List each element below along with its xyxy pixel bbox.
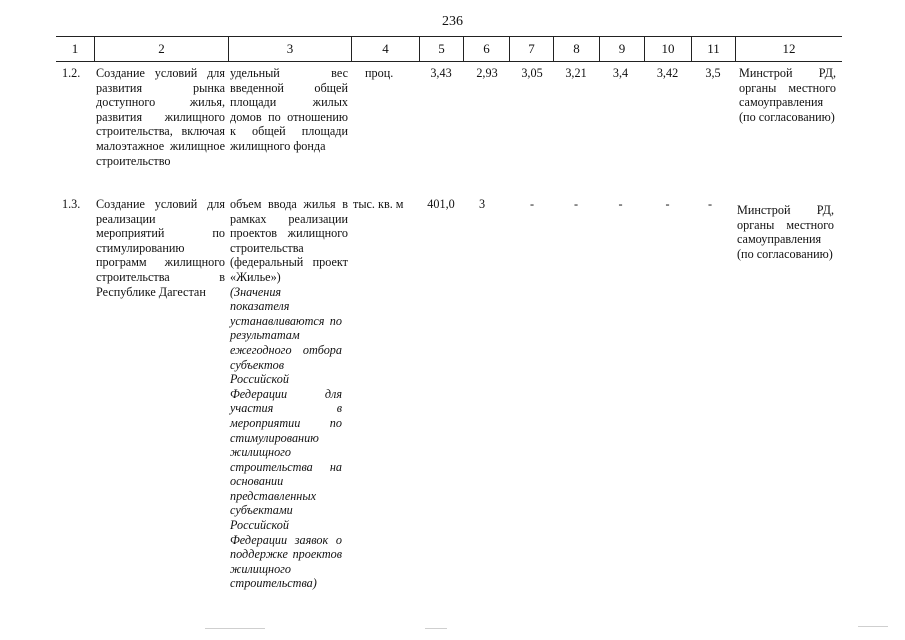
- responsible-text: Минстрой РД, органы местного самоуправления (по согласованию): [739, 66, 836, 124]
- row-number: 1.2.: [62, 66, 81, 80]
- header-cell-9: 9: [599, 37, 644, 61]
- unit-text: проц.: [365, 66, 394, 80]
- header-cell-2: 2: [94, 37, 228, 61]
- unit-text: тыс. кв. м: [353, 197, 404, 211]
- value-col-9: -: [618, 197, 623, 211]
- header-cell-7: 7: [509, 37, 553, 61]
- page-number: 236: [442, 14, 463, 29]
- value-col-6: 2,93: [476, 66, 498, 80]
- value-col-11: -: [707, 197, 713, 211]
- scan-artifact: [205, 628, 265, 629]
- value-col-7: -: [529, 197, 535, 211]
- header-cell-5: 5: [419, 37, 463, 61]
- indicator-text: удельный вес введенной общей площади жилых домов по отношению к общей площади жилищного фонда: [230, 66, 348, 153]
- header-cell-11: 11: [691, 37, 735, 61]
- header-cell-4: 4: [351, 37, 419, 61]
- table-header-row: [56, 36, 842, 62]
- header-cell-8: 8: [553, 37, 599, 61]
- indicator-note: (Значения показателя устанавливаются по результатам ежегодного отбора субъектов Российской Федерации для участия в мероприятии по стимулированию жилищного строительства на основании представленных субъектами Российской Федерации заявок о поддержке проектов жилищного строительства): [230, 284, 342, 591]
- header-cell-6: 6: [463, 37, 509, 61]
- task-text: Создание условий для реализации мероприятий по стимулированию программ жилищного строительства в Республике Дагестан: [96, 197, 225, 299]
- value-col-8: 3,21: [565, 66, 587, 80]
- header-cell-10: 10: [644, 37, 691, 61]
- row-number: 1.3.: [62, 197, 81, 211]
- scan-artifact: [858, 626, 888, 627]
- value-col-7: 3,05: [521, 66, 543, 80]
- scan-artifact: [425, 628, 447, 629]
- value-col-11: 3,5: [705, 66, 721, 80]
- value-col-9: 3,4: [612, 66, 629, 80]
- value-col-5: 401,0: [427, 197, 455, 211]
- indicator-text: объем ввода жилья в рамках реализации проектов жилищного строительства (федеральный проект «Жилье»): [230, 197, 348, 284]
- value-col-6: 3: [478, 197, 486, 211]
- value-col-10: -: [665, 197, 670, 211]
- header-cell-12: 12: [735, 37, 842, 61]
- value-col-10: 3,42: [656, 66, 679, 80]
- value-col-8: -: [573, 197, 579, 211]
- task-text: Создание условий для развития рынка доступного жилья, развития жилищного строительства, включая малоэтажное жилищное строительство: [96, 66, 225, 168]
- header-cell-1: 1: [71, 41, 79, 56]
- header-cell-3: 3: [228, 37, 351, 61]
- value-col-5: 3,43: [430, 66, 452, 80]
- indicator-block: [230, 197, 348, 591]
- responsible-text: Минстрой РД, органы местного самоуправления (по согласованию): [737, 203, 834, 261]
